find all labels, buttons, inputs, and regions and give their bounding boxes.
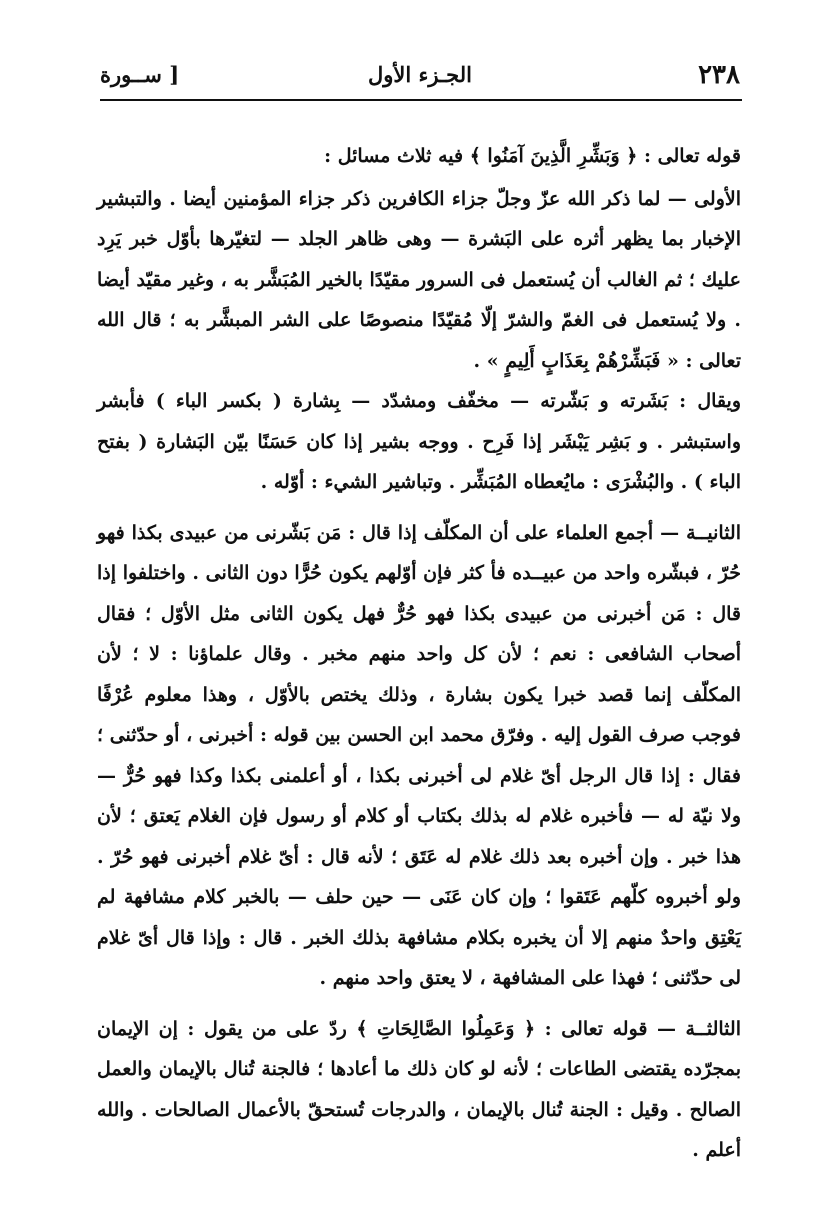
page-number: ٢٣٨ (698, 60, 740, 90)
part-title: الجـزء الأول (368, 62, 472, 87)
header-divider (100, 99, 742, 101)
issue-first: الأولى — لما ذكر الله عزّ وجلّ جزاء الكافرين ذكر جزاء المؤمنين أيضا . والتبشير الإخبار بما يظهر أثره على البَشرة — وهى ظاهر الجلد — لتغيّرها بأوّل خبر يَرِد عليك ؛ ثم الغالب أن يُستعمل فى السرور مقيّدًا بالخير المُبَشَّر به ، وغير مقيّد أيضا . ولا يُستعمل فى الغمّ والشرّ إلّا مُقيّدًا منصوصًا على الشر المبشَّر به ؛ قال الله تعالى : « فَبَشِّرْهُمْ بِعَذَابٍ أَلِيمٍ » . (97, 187, 741, 372)
page-header (100, 58, 740, 98)
issue-second: الثانيــة — أجمع العلماء على أن المكلّف إذا قال : مَن بَشّرنى من عبيدى بكذا فهو حُرّ ، فبشّره واحد من عبيــده فأ كثر فإن أوّلهم يكون حُرًّا دون الثانى . واختلفوا إذا قال : مَن أخبرنى من عبيدى بكذا فهو حُرٌّ فهل يكون الثانى مثل الأوّل ؛ فقال أصحاب الشافعى : نعم ؛ لأن كل واحد منهم مخبر . وقال علماؤنا : لا ؛ لأن المكلّف إنما قصد خبرا يكون بشارة ، وذلك يختص بالأوّل ، وهذا معلوم عُرْفًا فوجب صرف القول إليه . وفرّق محمد ابن الحسن بين قوله : أخبرنى ، أو حدّثنى ؛ فقال : إذا قال الرجل أىّ غلام لى أخبرنى بكذا ، أو أعلمنى بكذا وكذا فهو حُرٌّ — ولا نيّة له — فأخبره غلام له بذلك بكتاب أو كلام أو رسول فإن الغلام يَعتق ؛ لأن هذا خبر . وإن أخبره بعد ذلك غلام له عَتَق ؛ لأنه قال : أىّ غلام أخبرنى فهو حُرّ . ولو أخبروه كلّهم عَتَقوا ؛ وإن كان عَنَى — حين حلف — بالخبر كلام مشافهة لم يَعْتِق واحدٌ منهم إلا أن يخبره بكلام مشافهة بذلك الخبر . قال : وإذا قال أىّ غلام لى حدّثنى ؛ فهذا على المشافهة ، لا يعتق واحد منهم . (97, 521, 742, 989)
commentary-body (97, 136, 741, 1171)
issue-third: الثالثــة — قوله تعالى : ﴿ وَعَمِلُوا الصَّالِحَاتِ ﴾ ردّ على من يقول : إن الإيمان بمجرّده يقتضى الطاعات ؛ لأنه لو كان ذلك ما أعادها ؛ فالجنة تُنال بالإيمان والعمل الصالح . وقيل : الجنة تُنال بالإيمان ، والدرجات تُستحقّ بالأعمال الصالحات . والله أعلم . (97, 1017, 741, 1161)
surah-label: [ ســورة (100, 62, 180, 87)
issue-first-continued: ويقال : بَشَرته و بَشّرته — مخفّف ومشدّد — بِشارة ( بكسر الباء ) فأبشر واستبشر . و بَشِر يَبْشَر إذا فَرِح . ووجه بشير إذا كان حَسَنًا بيّن البَشارة ( بفتح الباء ) . والبُشْرَى : مايُعطاه المُبَشِّر . وتباشير الشيء : أوّله . (97, 390, 741, 493)
verse-intro: قوله تعالى : ﴿ وَبَشِّرِ الَّذِينَ آمَنُوا ﴾ فيه ثلاث مسائل : (324, 145, 741, 167)
